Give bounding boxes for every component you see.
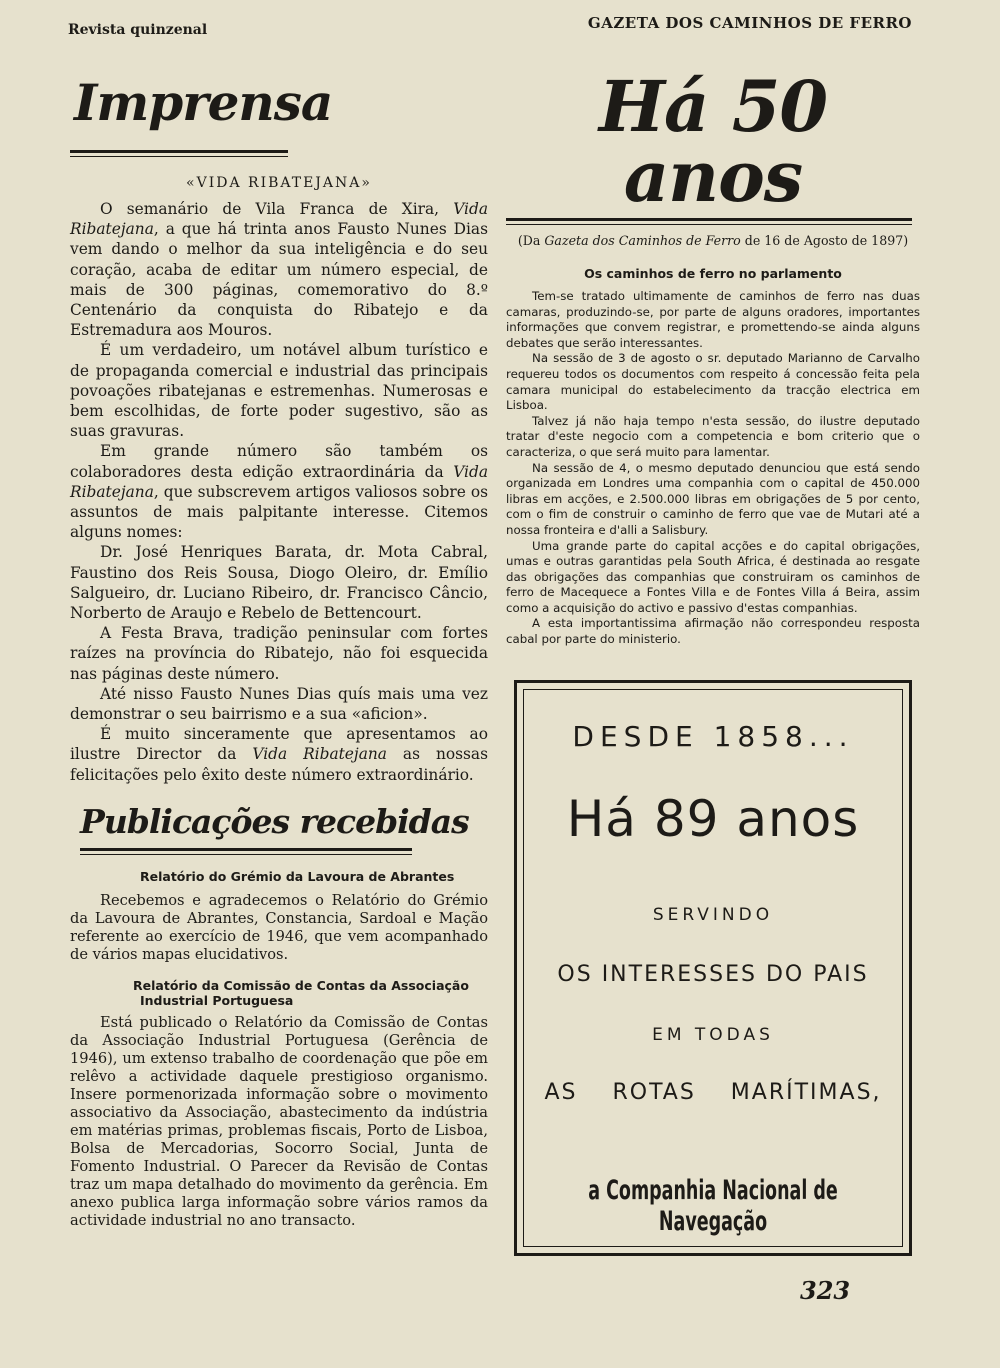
imprensa-title: Imprensa <box>74 73 333 132</box>
ad-servindo: SERVINDO <box>652 905 774 925</box>
ha50-paragraph: Talvez já não haja tempo n'esta sessão, do ilustre deputado tratar d'este negocio com a competencia e bom criterio que o caracteriza, o que será muito para lamentar. <box>506 413 920 459</box>
right-column <box>506 65 920 648</box>
ad-interesses: OS INTERESSES DO PAIS <box>557 962 869 987</box>
left-column <box>70 73 488 1230</box>
ha50-rule <box>506 218 912 225</box>
imprensa-paragraph: É muito sinceramente que apresentamos ao ilustre Director da Vida Ribatejana as nossas felicitações pelo êxito deste número extraordinário. <box>70 725 488 784</box>
publicacoes-body-2: Está publicado o Relatório da Comissão de Contas da Associação Industrial Portuguesa (Gerência de 1946), um extenso trabalho de coordenação que põe em relêvo a actividade daquele prestigioso organismo. Insere pormenorizada informação sobre o movimento associativo da Associação, abastecimento da indústria em matérias primas, problemas fiscais, Porto de Lisboa, Bolsa de Mercadorias, Socorro Social, Junta de Fomento Industrial. O Parecer da Revisão de Contas traz um mapa detalhado do movimento da gerência. Em anexo publica larga informação sobre vários ramos da actividade industrial no ano transacto. <box>70 1013 488 1229</box>
imprensa-paragraph: Dr. José Henriques Barata, dr. Mota Cabral, Faustino dos Reis Sousa, Diogo Oleiro, dr. Emílio Salgueiro, dr. Luciano Ribeiro, dr. Francisco Câncio, Norberto de Araujo e Rebelo de Bettencourt. <box>70 543 488 623</box>
ad-rotas: AS ROTAS MARÍTIMAS, <box>544 1080 882 1105</box>
imprensa-paragraph: É um verdadeiro, um notável album turístico e de propaganda comercial e industrial das principais povoações ribatejanas e estremenhas. Numerosas e bem escolhidas, de forte poder sugestivo, são as suas gravuras. <box>70 341 488 441</box>
page-number: 323 <box>800 1276 851 1305</box>
imprensa-subhead: «VIDA RIBATEJANA» <box>186 175 372 191</box>
publicacoes-subhead-1: Relatório do Grémio da Lavoura de Abrantes <box>140 868 455 884</box>
ad-ha-89-anos: Há 89 anos <box>566 790 860 848</box>
publicacoes-rule <box>80 848 412 855</box>
imprensa-paragraph: Em grande número são também os colaboradores desta edição extraordinária da Vida Ribatejana, que subscrevem artigos valiosos sobre os assuntos de mais palpitante interesse. Citemos alguns nomes: <box>70 442 488 542</box>
ha50-paragraph: A esta importantissima afirmação não correspondeu resposta cabal por parte do ministerio. <box>506 616 920 647</box>
publicacoes-subhead-2: Relatório da Comissão de Contas da Associação Industrial Portuguesa <box>133 977 469 1008</box>
ha50-dateline: (Da Gazeta dos Caminhos de Ferro de 16 de Agosto de 1897) <box>517 233 909 248</box>
ha50-body <box>506 289 920 648</box>
ha50-paragraph: Na sessão de 3 de agosto o sr. deputado Marianno de Carvalho requereu todos os documentos com respeito á concessão feita pela camara municipal do estabelecimento da tracção electrica em Lisboa. <box>506 351 920 413</box>
imprensa-paragraph: O semanário de Vila Franca de Xira, Vida Ribatejana, a que há trinta anos Fausto Nunes Dias vem dando o melhor da sua inteligência e do seu coração, acaba de editar um número especial, de mais de 300 páginas, comemorativo do 8.º Centenário da conquista do Ribatejo e da Estremadura aos Mouros. <box>70 200 488 340</box>
imprensa-body <box>70 199 488 785</box>
ha50-paragraph: Na sessão de 4, o mesmo deputado denunciou que está sendo organizada em Londres uma companhia com o capital de 450.000 libras em acções, e 2.500.000 libras em obrigações de 5 por cento, com o fim de construir o caminho de ferro que vae de Mutari até a nossa fronteira e d'alli a Salisbury. <box>506 460 920 537</box>
ha50-title: Há 50 anos <box>598 65 828 218</box>
imprensa-paragraph: A Festa Brava, tradição peninsular com fortes raízes na província do Ribatejo, não foi esquecida nas páginas deste número. <box>70 624 488 683</box>
advertisement-inner-frame <box>523 689 903 1247</box>
ad-desde: DESDE 1858... <box>572 720 854 753</box>
ha50-subhead: Os caminhos de ferro no parlamento <box>584 266 842 281</box>
ad-em-todas: EM TODAS <box>652 1025 774 1045</box>
publicacoes-title: Publicações recebidas <box>80 801 469 841</box>
publicacoes-body-1: Recebemos e agradecemos o Relatório do Grémio da Lavoura de Abrantes, Constancia, Sardoal e Mação referente ao exercício de 1946, que vem acompanhado de vários mapas elucidativos. <box>70 891 488 963</box>
header-left: Revista quinzenal <box>68 22 208 38</box>
imprensa-rule <box>70 150 288 157</box>
ha50-paragraph: Uma grande parte do capital acções e do capital obrigações, umas e outras garantidas pela South Africa, é destinada ao resgate das obrigações das companhias que construiram os caminhos de ferro de Macequece a Fontes Villa e de Fontes Villa á Beira, assim como a acquisição do activo e passivo d'estas companhias. <box>506 538 920 615</box>
ad-company-name: a Companhia Nacional de Navegação <box>588 1175 838 1237</box>
advertisement-box <box>514 680 912 1256</box>
ha50-paragraph: Tem-se tratado ultimamente de caminhos de ferro nas duas camaras, produzindo-se, por parte de alguns oradores, importantes informações que convem registrar, e promettendo-se ainda alguns debates que serão interessantes. <box>506 289 920 350</box>
header-right: GAZETA DOS CAMINHOS DE FERRO <box>587 14 912 32</box>
imprensa-paragraph: Até nisso Fausto Nunes Dias quís mais uma vez demonstrar o seu bairrismo e a sua «aficion». <box>70 684 488 724</box>
